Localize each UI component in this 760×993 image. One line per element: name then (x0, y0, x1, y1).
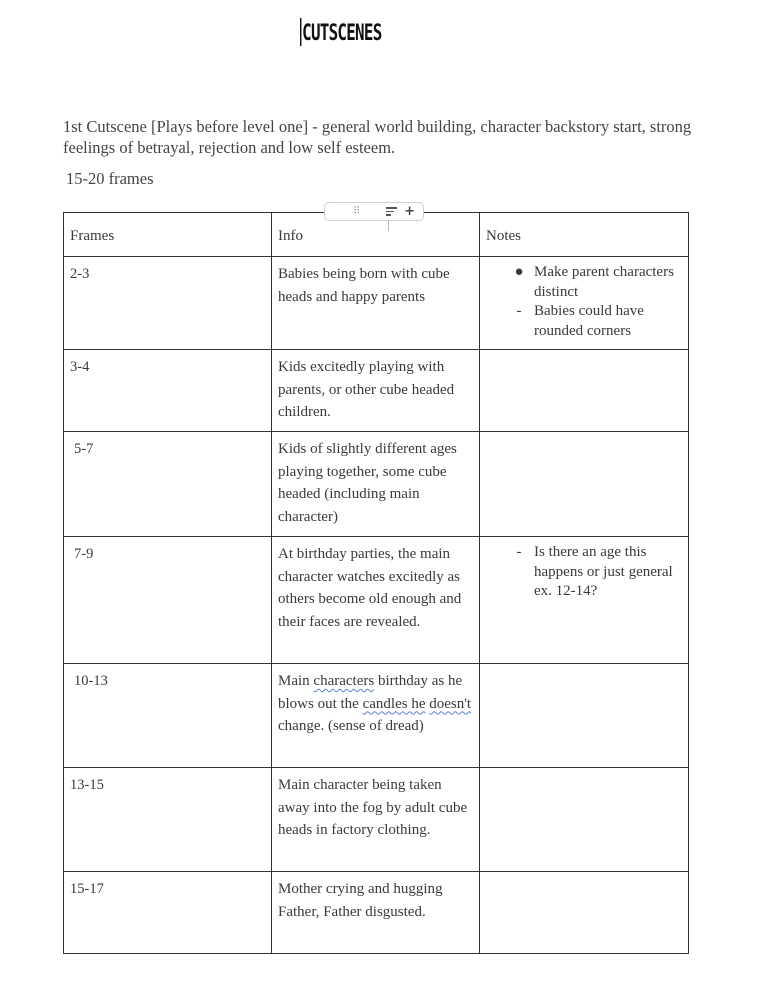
info-cell[interactable]: Main characters birthday as he blows out the candles he doesn't change. (sense of dread) (272, 664, 480, 768)
note-text: Make parent characters distinct (534, 264, 674, 300)
frames-cell[interactable]: 3-4 (64, 350, 272, 432)
notes-cell[interactable] (480, 537, 689, 664)
bullet-dot-icon: ● (514, 264, 524, 280)
bullet-dash-icon: - (516, 544, 522, 560)
table-row (64, 537, 689, 664)
notes-cell[interactable] (480, 872, 689, 954)
header-info[interactable]: Info (272, 213, 480, 257)
frames-label: 5-7 (74, 441, 94, 457)
table-row (64, 257, 689, 350)
frames-cell[interactable]: 2-3 (64, 257, 272, 350)
notes-cell[interactable] (480, 432, 689, 537)
table-toolbar (324, 202, 424, 221)
table-row (64, 768, 689, 872)
table-row (64, 664, 689, 768)
notes-cell[interactable] (480, 350, 689, 432)
frames-cell[interactable]: 13-15 (64, 768, 272, 872)
note-text: Is there an age this happens or just general ex. 12-14? (534, 544, 673, 599)
frames-cell[interactable] (64, 537, 272, 664)
info-cell[interactable]: Kids of slightly different ages playing together, some cube headed (including main character) (272, 432, 480, 537)
frames-range: 15-20 frames (66, 169, 154, 188)
note-text: Babies could have rounded corners (534, 303, 644, 339)
bullet-dash-icon: - (516, 303, 522, 319)
table-row (64, 872, 689, 954)
sort-lines-icon[interactable] (386, 207, 397, 216)
header-notes[interactable]: Notes (480, 213, 689, 257)
document-title: CUTSCENES (300, 18, 382, 46)
cutscene-table (63, 212, 689, 954)
table-row (64, 432, 689, 537)
note-item (486, 302, 682, 341)
grip-dots-icon[interactable]: ⠿ (353, 205, 362, 217)
info-cell[interactable]: Kids excitedly playing with parents, or other cube headed children. (272, 350, 480, 432)
frames-cell[interactable] (64, 664, 272, 768)
note-item (486, 543, 682, 602)
spellcheck-word[interactable]: doesn't (429, 695, 472, 712)
note-item (486, 263, 682, 302)
notes-list (486, 543, 682, 602)
notes-list (486, 263, 682, 341)
notes-cell[interactable] (480, 257, 689, 350)
plus-icon[interactable]: + (404, 203, 415, 219)
frames-cell[interactable]: 15-17 (64, 872, 272, 954)
spellcheck-word[interactable]: characters (313, 673, 375, 689)
cutscene-intro: 1st Cutscene [Plays before level one] - general world building, character backstory start, strong feelings of betrayal, rejection and low self esteem. (63, 117, 692, 157)
spellcheck-word[interactable]: candles he (362, 695, 426, 712)
column-resize-marker[interactable] (388, 221, 389, 231)
frames-label: 10-13 (74, 673, 108, 689)
frames-cell[interactable] (64, 432, 272, 537)
info-cell[interactable]: At birthday parties, the main character watches excitedly as others become old enough and their faces are revealed. (272, 537, 480, 664)
info-cell[interactable]: Babies being born with cube heads and happy parents (272, 257, 480, 350)
notes-cell[interactable] (480, 768, 689, 872)
header-frames[interactable]: Frames (64, 213, 272, 257)
info-cell[interactable]: Mother crying and hugging Father, Father disgusted. (272, 872, 480, 954)
table-row (64, 350, 689, 432)
notes-cell[interactable] (480, 664, 689, 768)
info-cell[interactable]: Main character being taken away into the fog by adult cube heads in factory clothing. (272, 768, 480, 872)
frames-label: 7-9 (74, 546, 94, 562)
